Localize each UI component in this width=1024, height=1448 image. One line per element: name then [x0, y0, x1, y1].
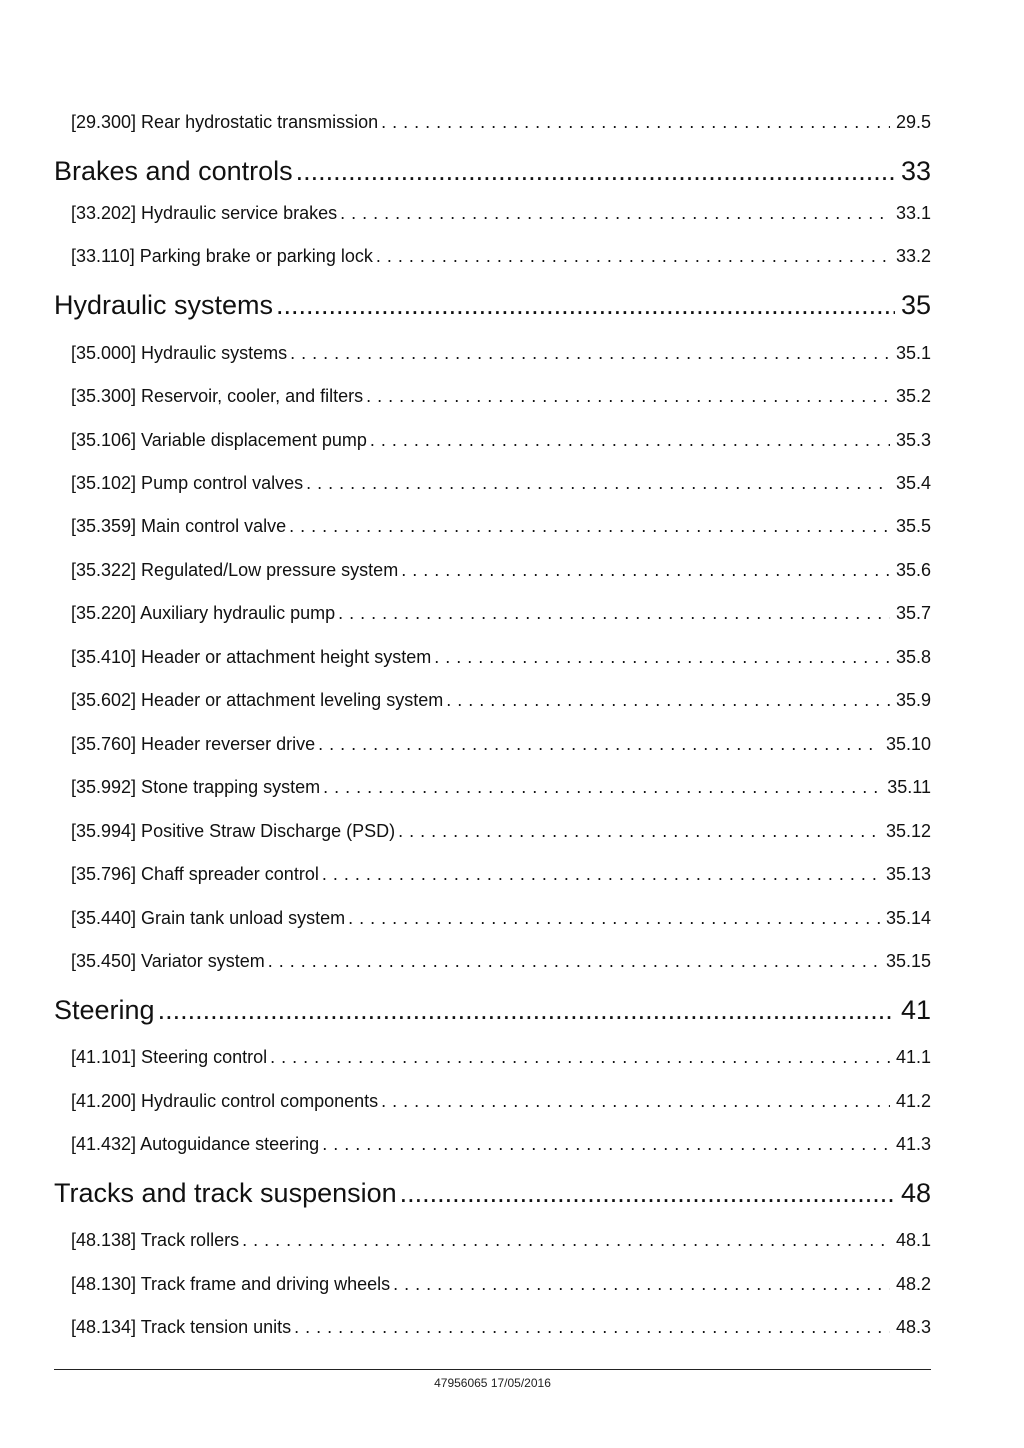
toc-entry-33-202[interactable]: [71, 203, 931, 227]
toc-entry-page: 35.7: [895, 603, 931, 623]
dot-leader: [158, 995, 895, 1026]
toc-entry-page: 33.2: [895, 246, 931, 266]
toc-entry-41-432[interactable]: [71, 1134, 931, 1158]
toc-section-hydraulic-systems[interactable]: [54, 290, 931, 324]
toc-entry-page: 41.1: [895, 1047, 931, 1067]
dot-leader: [296, 156, 895, 187]
toc-entry-label: [48.138] Track rollers: [71, 1230, 240, 1250]
toc-entry-35-106[interactable]: [71, 430, 931, 454]
toc-entry-page: 35.5: [895, 516, 931, 536]
toc-entry-page: 35.10: [885, 734, 931, 754]
dot-leader: [401, 560, 890, 581]
toc-entry-label: [33.110] Parking brake or parking lock: [71, 246, 373, 266]
dot-leader: [322, 864, 880, 885]
toc-entry-label: [41.200] Hydraulic control components: [71, 1091, 379, 1111]
toc-entry-label: [35.450] Variator system: [71, 951, 265, 971]
toc-section-label: Steering: [54, 995, 155, 1025]
dot-leader: [340, 203, 890, 224]
toc-entry-35-300[interactable]: [71, 386, 931, 410]
toc-section-label: Brakes and controls: [54, 156, 293, 186]
toc-entry-page: 35.8: [895, 647, 931, 667]
toc-entry-label: [41.101] Steering control: [71, 1047, 268, 1067]
toc-entry-page: 48.1: [895, 1230, 931, 1250]
dot-leader: [400, 1178, 895, 1209]
toc-entry-35-440[interactable]: [71, 908, 931, 932]
toc-entry-page: 48.2: [895, 1274, 931, 1294]
toc-entry-page: 35.3: [895, 430, 931, 450]
toc-entry-29-300[interactable]: [71, 112, 931, 136]
toc-entry-page: 35.14: [885, 908, 931, 928]
dot-leader: [276, 290, 895, 321]
toc-entry-35-796[interactable]: [71, 864, 931, 888]
toc-entry-35-000[interactable]: [71, 343, 931, 367]
toc-entry-label: [35.300] Reservoir, cooler, and filters: [71, 386, 364, 406]
toc-entry-48-138[interactable]: [71, 1230, 931, 1254]
toc-entry-page: 48.3: [895, 1317, 931, 1337]
dot-leader: [381, 1091, 890, 1112]
toc-entry-page: 35.6: [895, 560, 931, 580]
toc-entry-35-102[interactable]: [71, 473, 931, 497]
toc-entry-label: [35.322] Regulated/Low pressure system: [71, 560, 399, 580]
footer-rule: [54, 1369, 931, 1370]
toc-section-brakes-and-controls[interactable]: [54, 156, 931, 190]
dot-leader: [338, 603, 890, 624]
toc-entry-page: 35.12: [885, 821, 931, 841]
toc-entry-41-101[interactable]: [71, 1047, 931, 1071]
dot-leader: [306, 473, 890, 494]
toc-entry-label: [35.000] Hydraulic systems: [71, 343, 288, 363]
toc-entry-35-220[interactable]: [71, 603, 931, 627]
toc-entry-page: 35.11: [887, 777, 931, 797]
toc-entry-label: [35.220] Auxiliary hydraulic pump: [71, 603, 336, 623]
dot-leader: [318, 734, 880, 755]
dot-leader: [294, 1317, 890, 1338]
dot-leader: [434, 647, 890, 668]
toc-section-page: 48: [900, 1178, 931, 1208]
dot-leader: [323, 777, 881, 798]
dot-leader: [370, 430, 890, 451]
toc-entry-page: 35.15: [885, 951, 931, 971]
toc-entry-35-410[interactable]: [71, 647, 931, 671]
dot-leader: [242, 1230, 890, 1251]
dot-leader: [270, 1047, 890, 1068]
toc-section-steering[interactable]: [54, 995, 931, 1029]
toc-entry-page: 35.13: [885, 864, 931, 884]
toc-entry-label: [48.130] Track frame and driving wheels: [71, 1274, 391, 1294]
toc-section-label: Tracks and track suspension: [54, 1178, 397, 1208]
toc-entry-label: [35.102] Pump control valves: [71, 473, 304, 493]
toc-section-page: 41: [900, 995, 931, 1025]
toc-entry-35-994[interactable]: [71, 821, 931, 845]
dot-leader: [322, 1134, 890, 1155]
dot-leader: [289, 516, 890, 537]
toc-entry-label: [35.602] Header or attachment leveling system: [71, 690, 444, 710]
dot-leader: [376, 246, 890, 267]
toc-entry-label: [35.410] Header or attachment height system: [71, 647, 432, 667]
toc-section-page: 33: [900, 156, 931, 186]
dot-leader: [381, 112, 890, 133]
toc-entry-label: [35.106] Variable displacement pump: [71, 430, 367, 450]
dot-leader: [393, 1274, 890, 1295]
dot-leader: [348, 908, 880, 929]
toc-entry-page: 33.1: [895, 203, 931, 223]
toc-entry-35-602[interactable]: [71, 690, 931, 714]
toc-entry-label: [35.760] Header reverser drive: [71, 734, 316, 754]
toc-entry-label: [35.796] Chaff spreader control: [71, 864, 319, 884]
toc-entry-page: 35.1: [895, 343, 931, 363]
toc-entry-35-992[interactable]: [71, 777, 931, 801]
toc-entry-label: [35.359] Main control valve: [71, 516, 287, 536]
toc-entry-page: 41.2: [895, 1091, 931, 1111]
dot-leader: [290, 343, 890, 364]
dot-leader: [268, 951, 880, 972]
toc-section-page: 35: [900, 290, 931, 320]
dot-leader: [398, 821, 880, 842]
toc-entry-35-760[interactable]: [71, 734, 931, 758]
toc-entry-35-450[interactable]: [71, 951, 931, 975]
toc-entry-35-359[interactable]: [71, 516, 931, 540]
toc-entry-label: [41.432] Autoguidance steering: [71, 1134, 320, 1154]
toc-entry-48-130[interactable]: [71, 1274, 931, 1298]
toc-entry-label: [33.202] Hydraulic service brakes: [71, 203, 338, 223]
toc-entry-label: [48.134] Track tension units: [71, 1317, 292, 1337]
toc-entry-label: [35.992] Stone trapping system: [71, 777, 321, 797]
toc-entry-label: [35.440] Grain tank unload system: [71, 908, 346, 928]
dot-leader: [446, 690, 890, 711]
dot-leader: [366, 386, 890, 407]
toc-section-tracks-and-track-suspension[interactable]: [54, 1178, 931, 1212]
toc-entry-label: [29.300] Rear hydrostatic transmission: [71, 112, 379, 132]
toc-entry-33-110[interactable]: [71, 246, 931, 270]
toc-entry-page: 35.2: [895, 386, 931, 406]
toc-entry-page: 41.3: [895, 1134, 931, 1154]
toc-entry-label: [35.994] Positive Straw Discharge (PSD): [71, 821, 396, 841]
toc-entry-41-200[interactable]: [71, 1091, 931, 1115]
toc-entry-48-134[interactable]: [71, 1317, 931, 1341]
footer-doc-id-date: 47956065 17/05/2016: [434, 1376, 551, 1390]
toc-entry-page: 35.4: [895, 473, 931, 493]
toc-entry-35-322[interactable]: [71, 560, 931, 584]
toc-section-label: Hydraulic systems: [54, 290, 274, 320]
toc-entry-page: 29.5: [895, 112, 931, 132]
toc-entry-page: 35.9: [895, 690, 931, 710]
